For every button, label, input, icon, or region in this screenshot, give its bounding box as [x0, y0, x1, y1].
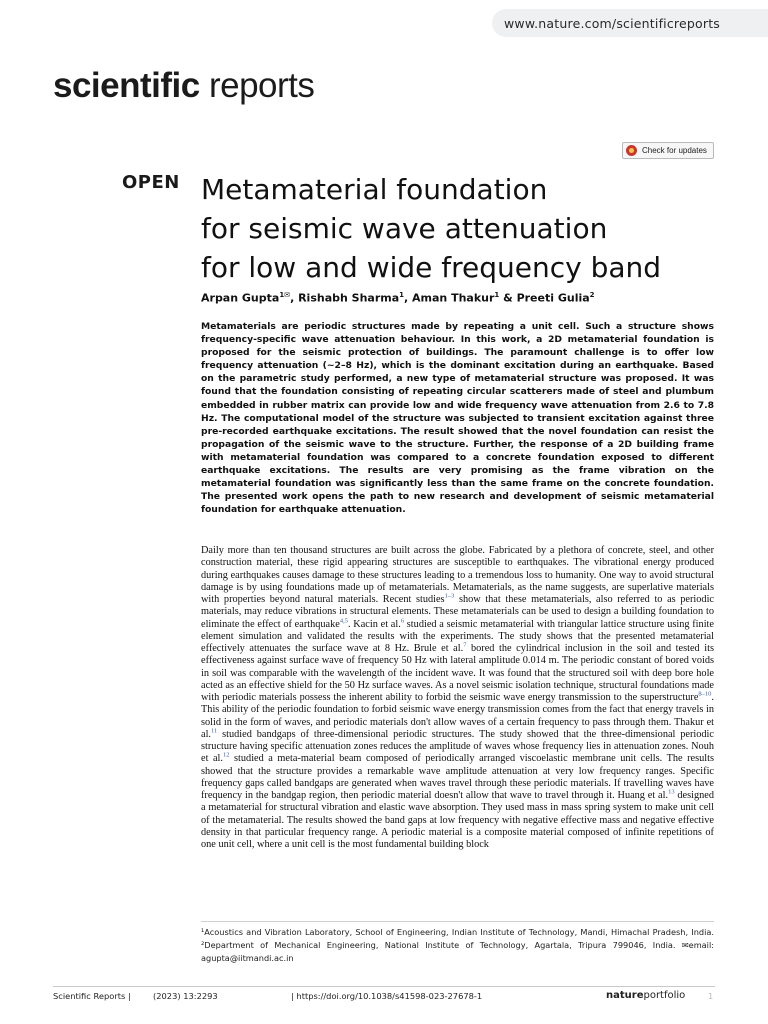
- footer-doi-link[interactable]: | https://doi.org/10.1038/s41598-023-27678-1: [291, 991, 483, 1001]
- title-line: for seismic wave attenuation: [201, 212, 608, 245]
- article-title: [201, 170, 721, 287]
- citation-link[interactable]: 4,5: [339, 617, 348, 625]
- check-for-updates-button[interactable]: [622, 142, 714, 159]
- logo-part: portfolio: [643, 990, 686, 1001]
- author-separator: &: [499, 291, 517, 305]
- logo-bold: scientific: [53, 66, 200, 105]
- body-text-run: designed a metamaterial for structural vibration and elastic wave absorption. They used mass in mass spring system to make unit cell of the metamaterial. The results showed the band gaps at low frequency with negative effective mass and negative effective density in that particular frequency range. A periodic material is a composite material composed of infinite repetitions of one unit cell, where a unit cell is the most fundamental building block: [201, 790, 714, 850]
- title-line: for low and wide frequency band: [201, 251, 662, 284]
- affiliations-footnote: ¹Acoustics and Vibration Laboratory, School of Engineering, Indian Institute of Technology, Mandi, Himachal Pradesh, India. ²Department of Mechanical Engineering, National Institute of Technology, Agartala, Tripura 799046, India. ✉email: agupta@iitmandi.ac.in: [201, 927, 714, 963]
- crossmark-icon: [626, 145, 637, 156]
- author-affiliation: 1: [494, 291, 500, 299]
- author-name[interactable]: Aman Thakur: [412, 291, 495, 305]
- body-text-run: . Kacin et al.: [347, 618, 401, 630]
- citation-link[interactable]: 1–3: [444, 592, 455, 600]
- abstract: Metamaterials are periodic structures made by repeating a unit cell. Such a structure shows frequency-specific wave attenuation behaviour. In this work, a 2D metamaterial foundation is proposed for the seismic protection of buildings. The paramount challenge is to offer low frequency attenuation (~2–8 Hz), which is the dominant excitation during an earthquake. Based on the parametric study performed, a new type of metamaterial structure was proposed. It was found that the foundation consisting of repeating circular scatterers made of steel and plumbum embedded in rubber matrix can provide low and wide frequency wave attenuation from 2.6 to 7.8 Hz. The computational model of the structure was subjected to transient excitation against three pre-recorded earthquake excitations. The result showed that the novel foundation can resist the propagation of the seismic wave to the structure. Further, the response of a 2D building frame with metamaterial foundation was compared to a concrete foundation exposed to different earthquake excitations. The results are very promising as the frame vibration on the metamaterial foundation was significantly less than the same frame on the concrete foundation. The presented work opens the path to new research and development of seismic metamaterial foundation for earthquake attenuation.: [201, 321, 714, 516]
- logo-part: nature: [606, 990, 644, 1001]
- footer-journal: Scientific Reports |: [53, 991, 131, 1001]
- author-name[interactable]: Arpan Gupta: [201, 291, 280, 305]
- page-footer: [53, 991, 715, 1005]
- title-line: Metamaterial foundation: [201, 173, 548, 206]
- body-text-run: studied a meta-material beam composed of periodically arranged viscoelastic membrane unit cells. The results showed that the structure provides a remarkable wave amplitude attenuation at very low frequency ranges. Specific frequency gaps called bandgaps are generated when waves travel through these periodic materials. If travelling waves have frequency in the bandgap region, then periodic material doesn't allow that wave to travel through it. Huang et al.: [201, 753, 715, 801]
- author-affiliation: 1✉: [279, 291, 291, 299]
- author-separator: ,: [404, 291, 413, 305]
- body-paragraph: [201, 545, 714, 851]
- page-number: 1: [708, 991, 714, 1001]
- author-list: [201, 291, 595, 305]
- open-access-label: OPEN: [122, 172, 180, 193]
- citation-link[interactable]: 12: [222, 751, 230, 759]
- body-text-run: Daily more than ten thousand structures are built across the globe. Fabricated by a plethora of concrete, steel, and other construction material, these rigid appearing structures are susceptible to earthquakes. The vibrational energy produced during earthquakes causes damage to these structures leading to a tremendous loss to humanity. One way to avoid structural damage is by using foundations made up of metamaterials. Metamaterials, as the name suggests, are superlative materials with properties beyond natural materials. Recent studies: [201, 545, 714, 605]
- citation-link[interactable]: 13: [668, 788, 675, 796]
- body-text-run: show that these metamaterials, also referred to as periodic materials, may reduce vibrations in structural elements. These metamaterials can be used to design a building foundation to eliminate the effect of earthquake: [201, 594, 714, 630]
- citation-link[interactable]: 8–10: [698, 690, 712, 698]
- citation-link[interactable]: 6: [400, 617, 405, 625]
- citation-link[interactable]: 7: [463, 641, 467, 649]
- footer-volume: (2023) 13:2293: [153, 991, 218, 1001]
- footer-divider: [53, 986, 715, 987]
- body-text-run: bored the cylindrical inclusion in the soil and tested its effectiveness against surface wave of frequency 50 Hz with lateral amplitude 0.014 m. The periodic constant of bored voids in soil was comparable with the wavelength of the incident wave. It was found that the structured soil with deep bore hole acted as an effective shield for the 50 Hz surface waves. As a novel seismic isolation technique, structural foundations made with periodic materials possess the inherent ability to forbid the seismic wave energy transmission to the superstructure: [201, 643, 714, 703]
- author-separator: ,: [290, 291, 299, 305]
- journal-logo: [53, 66, 314, 106]
- body-text-run: studied bandgaps of three-dimensional periodic structures. The study showed that the three-dimensional periodic structure having specific attenuation zones reduces the amplitude of waves whose frequency lies in attenuation zones. Nouh et al.: [201, 728, 714, 765]
- body-text-run: . This ability of the periodic foundation to forbid seismic wave energy transmission comes from the fact that energy travels in solid in the form of waves, and periodic materials don't allow waves of a certain frequency to pass through them. Thakur et al.: [201, 692, 714, 740]
- body-text-run: studied a seismic metamaterial with triangular lattice structure using finite element simulation and validated the results with the experiments. The study shows that the presented metamaterial effectively attenuates the surface wave at 8 Hz. Brule et al.: [201, 618, 714, 654]
- author-affiliation: 1: [399, 291, 405, 299]
- logo-light: reports: [199, 66, 315, 105]
- author-affiliation: 2: [589, 291, 595, 299]
- author-name[interactable]: Rishabh Sharma: [298, 291, 400, 305]
- footnote-divider: [201, 921, 714, 922]
- check-for-updates-label: Check for updates: [642, 146, 707, 155]
- citation-link[interactable]: 11: [211, 727, 218, 735]
- nature-portfolio-logo: [606, 990, 685, 1001]
- author-name[interactable]: Preeti Gulia: [516, 291, 590, 305]
- journal-url[interactable]: www.nature.com/scientificreports: [492, 9, 768, 37]
